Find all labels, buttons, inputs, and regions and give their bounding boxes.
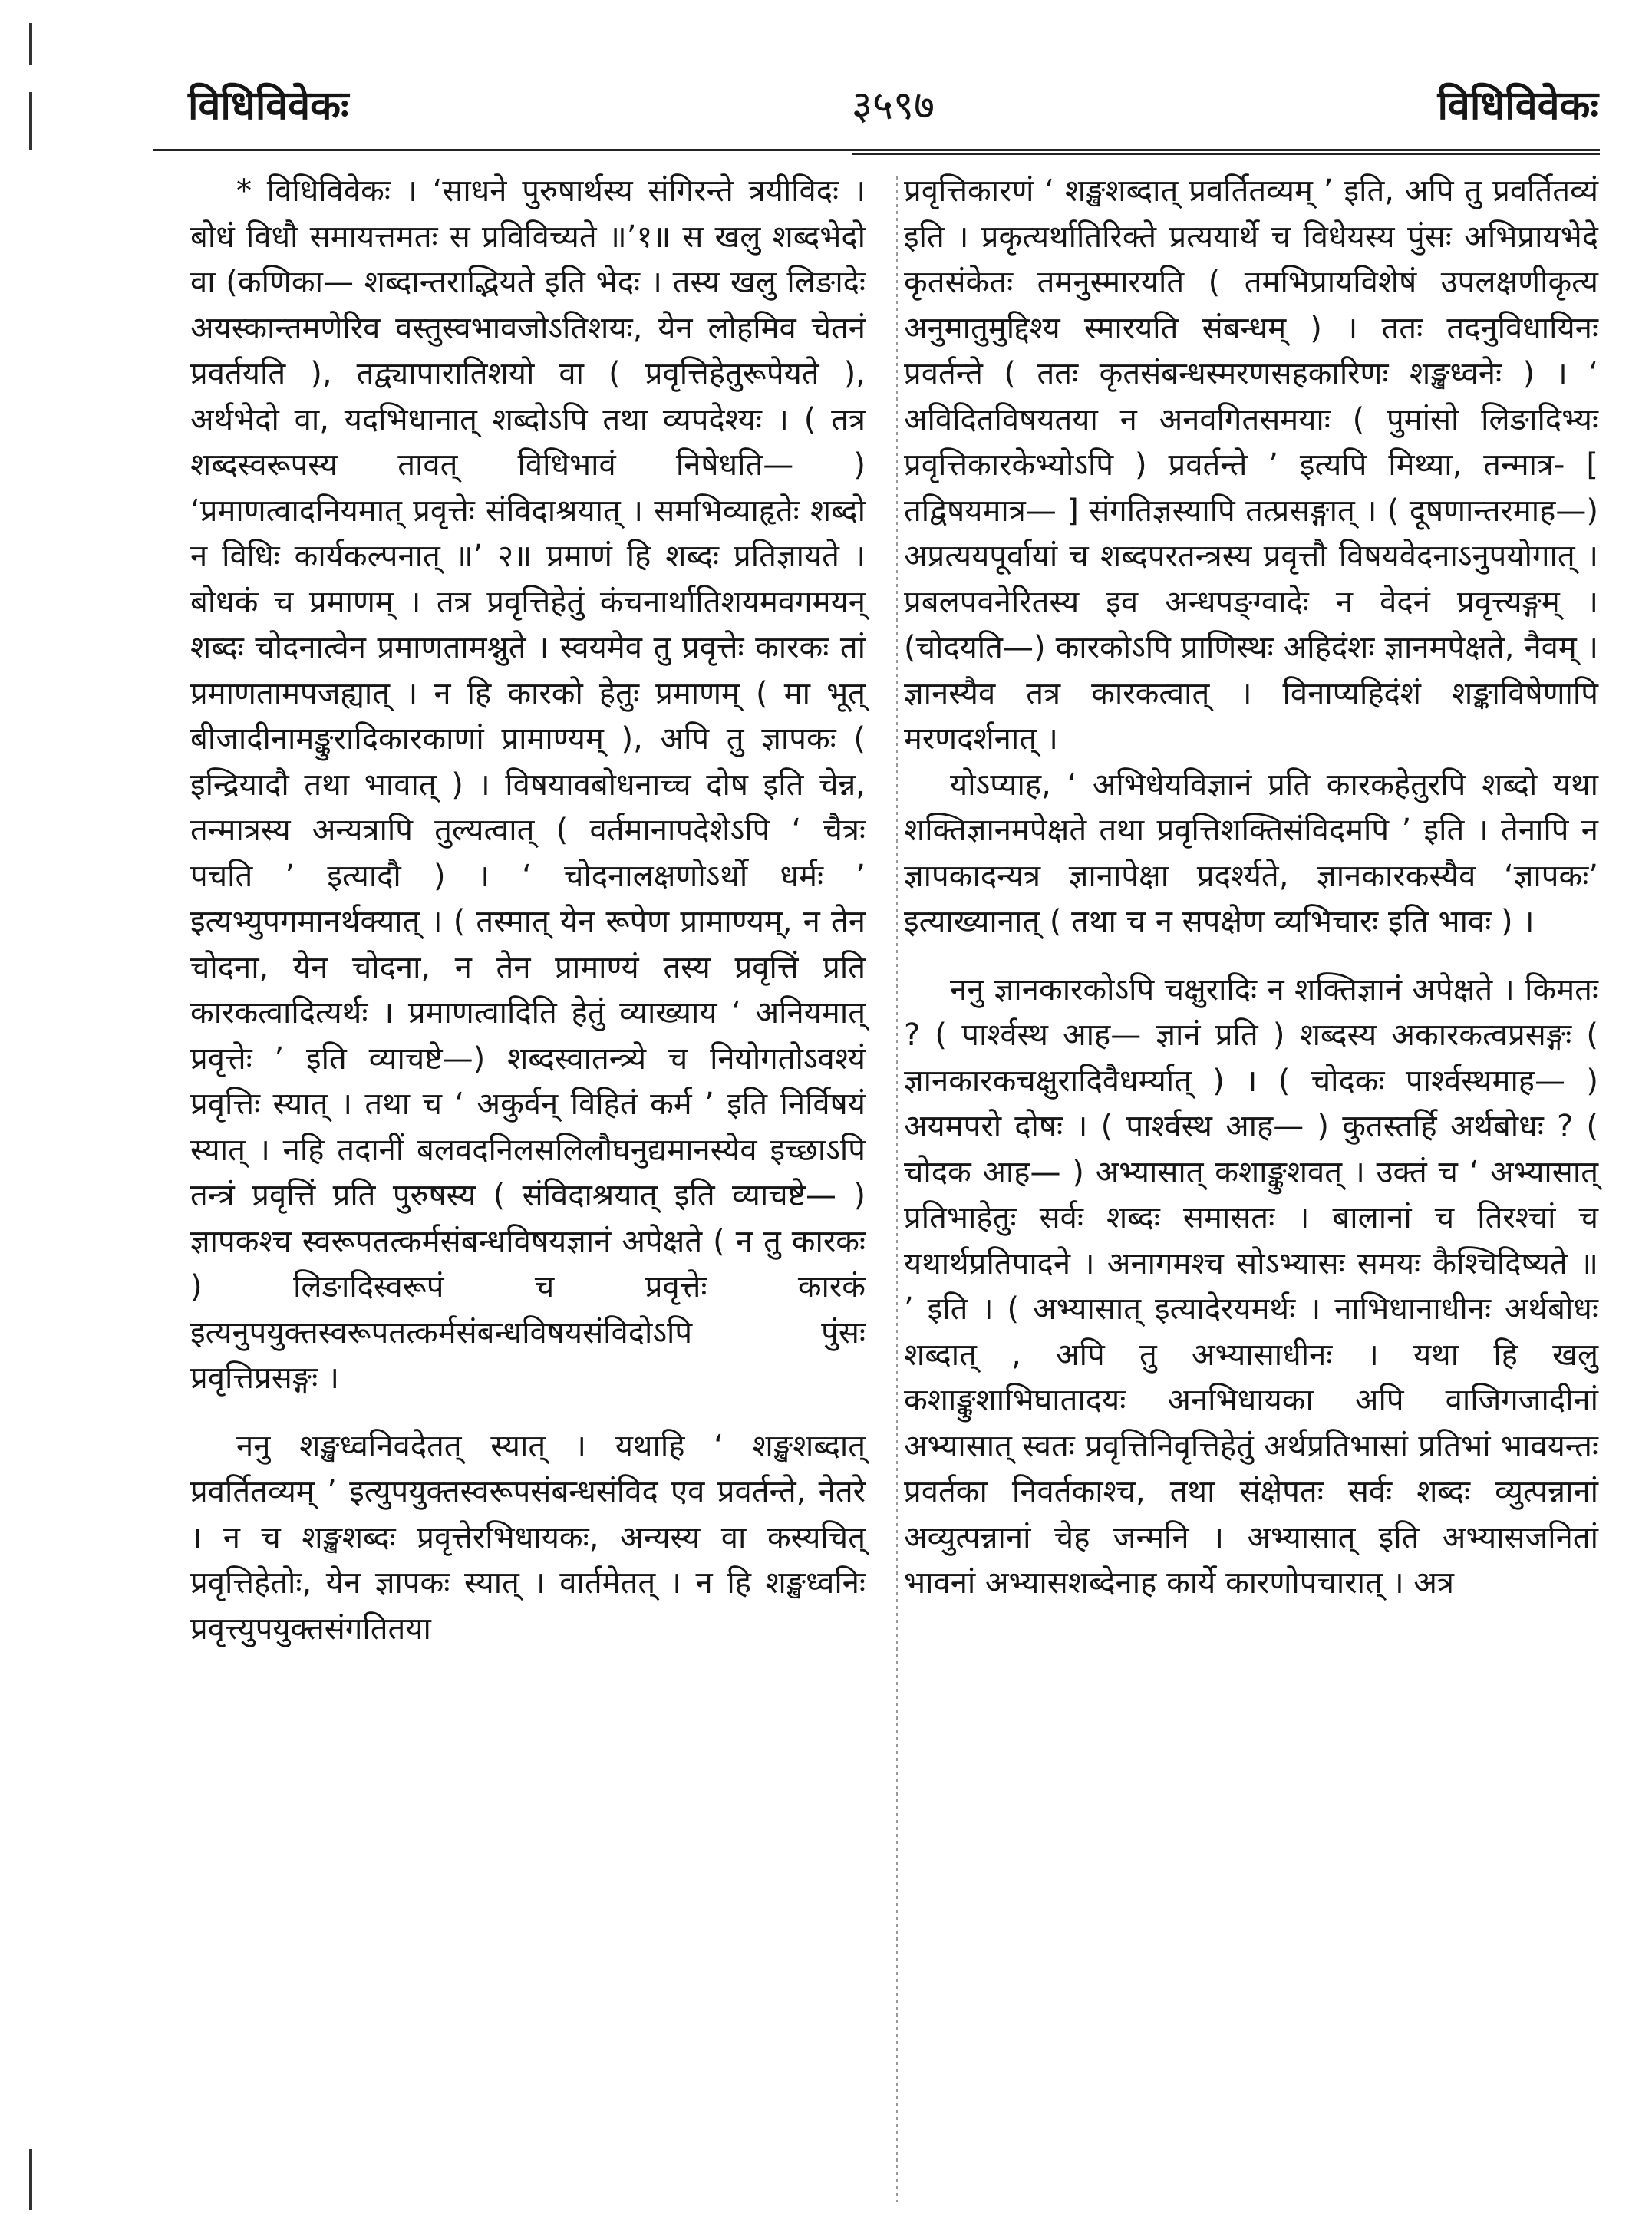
right-column xyxy=(904,169,1598,1607)
running-title-left: विधिविवेकः xyxy=(188,83,349,129)
margin-mark-top xyxy=(29,23,32,65)
left-paragraph-1: * विधिविवेकः । ‘साधने पुरुषार्थस्य संगिरन्ते त्रयीविदः । बोधं विधौ समायत्तमतः स प्रविविच्यते ॥’१॥ स खलु शब्दभेदो वा (कणिका— शब्दान्तराद्भियते इति भेदः । तस्य खलु लिङादेः अयस्कान्तमणेरिव वस्तुस्वभावजोऽतिशयः, येन लोहमिव चेतनं प्रवर्तयति ), तद्व्यापारातिशयो वा ( प्रवृत्तिहेतुरूपेयते ), अर्थभेदो वा, यदभिधानात् शब्दोऽपि तथा व्यपदेश्यः । ( तत्र शब्दस्वरूपस्य तावत् विधिभावं निषेधति— ) ‘प्रमाणत्वादनियमात् प्रवृत्तेः संविदाश्रयात् । समभिव्याहृतेः शब्दो न विधिः कार्यकल्पनात् ॥’ २॥ प्रमाणं हि शब्दः प्रतिज्ञायते । बोधकं च प्रमाणम् । तत्र प्रवृत्तिहेतुं कंचनार्थातिशयमवगमयन् शब्दः चोदनात्वेन प्रमाणतामश्नुते । स्वयमेव तु प्रवृत्तेः कारकः तां प्रमाणतामपजह्यात् । न हि कारको हेतुः प्रमाणम् ( मा भूत् बीजादीनामङ्कुरादिकारकाणां प्रामाण्यम् ), अपि तु ज्ञापकः ( इन्द्रियादौ तथा भावात् ) । विषयावबोधनाच्च दोष इति चेन्न, तन्मात्रस्य अन्यत्रापि तुल्यत्वात् ( वर्तमानापदेशेऽपि ‘ चैत्रः पचति ’ इत्यादौ ) । ‘ चोदनालक्षणोऽर्थो धर्मः ’ इत्यभ्युपगमानर्थक्यात् । ( तस्मात् येन रूपेण प्रामाण्यम्, न तेन चोदना, येन चोदना, न तेन प्रामाण्यं तस्य प्रवृत्तिं प्रति कारकत्वादित्यर्थः । प्रमाणत्वादिति हेतुं व्याख्याय ‘ अनियमात् प्रवृत्तेः ’ इति व्याचष्टे—) शब्दस्वातन्त्र्ये च नियोगतोऽवश्यं प्रवृत्तिः स्यात् । तथा च ‘ अकुर्वन् विहितं कर्म ’ इति निर्विषयं स्यात् । नहि तदानीं बलवदनिलसलिलौघनुद्यमानस्येव इच्छाऽपि तन्त्रं प्रवृत्तिं प्रति पुरुषस्य ( संविदाश्रयात् इति व्याचष्टे— ) ज्ञापकश्च स्वरूपतत्कर्मसंबन्धविषयज्ञानं अपेक्षते ( न तु कारकः ) लिङादिस्वरूपं च प्रवृत्तेः कारकं इत्यनुपयुक्तस्वरूपतत्कर्मसंबन्धविषयसंविदोऽपि पुंसः प्रवृत्तिप्रसङ्गः । xyxy=(190,173,866,1396)
header-rule-secondary xyxy=(852,153,1600,155)
header-rule xyxy=(153,149,1600,151)
right-paragraph-2: योऽप्याह, ‘ अभिधेयविज्ञानं प्रति कारकहेतुरपि शब्दो यथा शक्तिज्ञानमपेक्षते तथा प्रवृत्तिशक्तिसंविदमपि ’ इति । तेनापि न ज्ञापकादन्यत्र ज्ञानापेक्षा प्रदर्श्यते, ज्ञानकारकस्यैव ‘ज्ञापकः’ इत्याख्यानात् ( तथा च न सपक्षेण व्यभिचारः इति भावः ) । xyxy=(904,767,1598,939)
page-header xyxy=(188,77,1598,153)
page-number: ३५९७ xyxy=(851,83,935,129)
right-paragraph-1: प्रवृत्तिकारणं ‘ शङ्खशब्दात् प्रवर्तितव्यम् ’ इति, अपि तु प्रवर्तितव्यं इति । प्रकृत्यर्थातिरिक्ते प्रत्ययार्थे च विधेयस्य पुंसः अभिप्रायभेदे कृतसंकेतः तमनुस्मारयति ( तमभिप्रायविशेषं उपलक्षणीकृत्य अनुमातुमुद्दिश्य स्मारयति संबन्धम् ) । ततः तदनुविधायिनः प्रवर्तन्ते ( ततः कृतसंबन्धस्मरणसहकारिणः शङ्खध्वनेः ) । ‘ अविदितविषयतया न अनवगितसमयाः ( पुमांसो लिङादिभ्यः प्रवृत्तिकारकेभ्योऽपि ) प्रवर्तन्ते ’ इत्यपि मिथ्या, तन्मात्र- [ तद्विषयमात्र— ] संगतिज्ञस्यापि तत्प्रसङ्गात् । ( दूषणान्तरमाह—) अप्रत्ययपूर्वायां च शब्दपरतन्त्रस्य प्रवृत्तौ विषयवेदनाऽनुपयोगात् । प्रबलपवनेरितस्य इव अन्धपङ्ग्वादेः न वेदनं प्रवृत्त्यङ्गम् । (चोदयति—) कारकोऽपि प्राणिस्थः अहिदंशः ज्ञानमपेक्षते, नैवम् । ज्ञानस्यैव तत्र कारकत्वात् । विनाप्यहिदंशं शङ्काविषेणापि मरणदर्शनात् । xyxy=(904,173,1598,757)
right-paragraph-3: ननु ज्ञानकारकोऽपि चक्षुरादिः न शक्तिज्ञानं अपेक्षते । किमतः ? ( पार्श्वस्थ आह— ज्ञानं प्रति ) शब्दस्य अकारकत्वप्रसङ्गः ( ज्ञानकारकचक्षुरादिवैधर्म्यात् ) । ( चोदकः पार्श्वस्थमाह— ) अयमपरो दोषः । ( पार्श्वस्थ आह— ) कुतस्तर्हि अर्थबोधः ? ( चोदक आह— ) अभ्यासात् कशाङ्कुशवत् । उक्तं च ‘ अभ्यासात् प्रतिभाहेतुः सर्वः शब्दः समासतः । बालानां च तिरश्चां च यथार्थप्रतिपादने । अनागमश्च सोऽभ्यासः समयः कैश्चिदिष्यते ॥ ’ इति । ( अभ्यासात् इत्यादेरयमर्थः । नाभिधानाधीनः अर्थबोधः शब्दात् , अपि तु अभ्यासाधीनः । यथा हि खलु कशाङ्कुशाभिघातादयः अनभिधायका अपि वाजिगजादीनां अभ्यासात् स्वतः प्रवृत्तिनिवृत्तिहेतुं अर्थप्रतिभासां प्रतिभां भावयन्तः प्रवर्तका निवर्तकाश्च, तथा संक्षेपतः सर्वः शब्दः व्युत्पन्नानां अव्युत्पन्नानां चेह जन्मनि । अभ्यासात् इति अभ्यासजनितां भावनां अभ्यासशब्देनाह कार्ये कारणोपचारात् । अत्र xyxy=(904,971,1598,1601)
left-column xyxy=(190,169,866,1652)
margin-mark-bottom xyxy=(29,2149,32,2210)
margin-mark-upper xyxy=(29,92,32,150)
column-divider xyxy=(896,176,898,2202)
running-title-right: विधिविवेकः xyxy=(1437,83,1598,129)
left-paragraph-2: ननु शङ्खध्वनिवदेतत् स्यात् । यथाहि ‘ शङ्खशब्दात् प्रवर्तितव्यम् ’ इत्युपयुक्तस्वरूपसंबन्धसंविद एव प्रवर्तन्ते, नेतरे । न च शङ्खशब्दः प्रवृत्तेरभिधायकः, अन्यस्य वा कस्यचित् प्रवृत्तिहेतोः, येन ज्ञापकः स्यात् । वार्तमेतत् । न हि शङ्खध्वनिः प्रवृत्त्युपयुक्तसंगतितया xyxy=(190,1428,866,1647)
